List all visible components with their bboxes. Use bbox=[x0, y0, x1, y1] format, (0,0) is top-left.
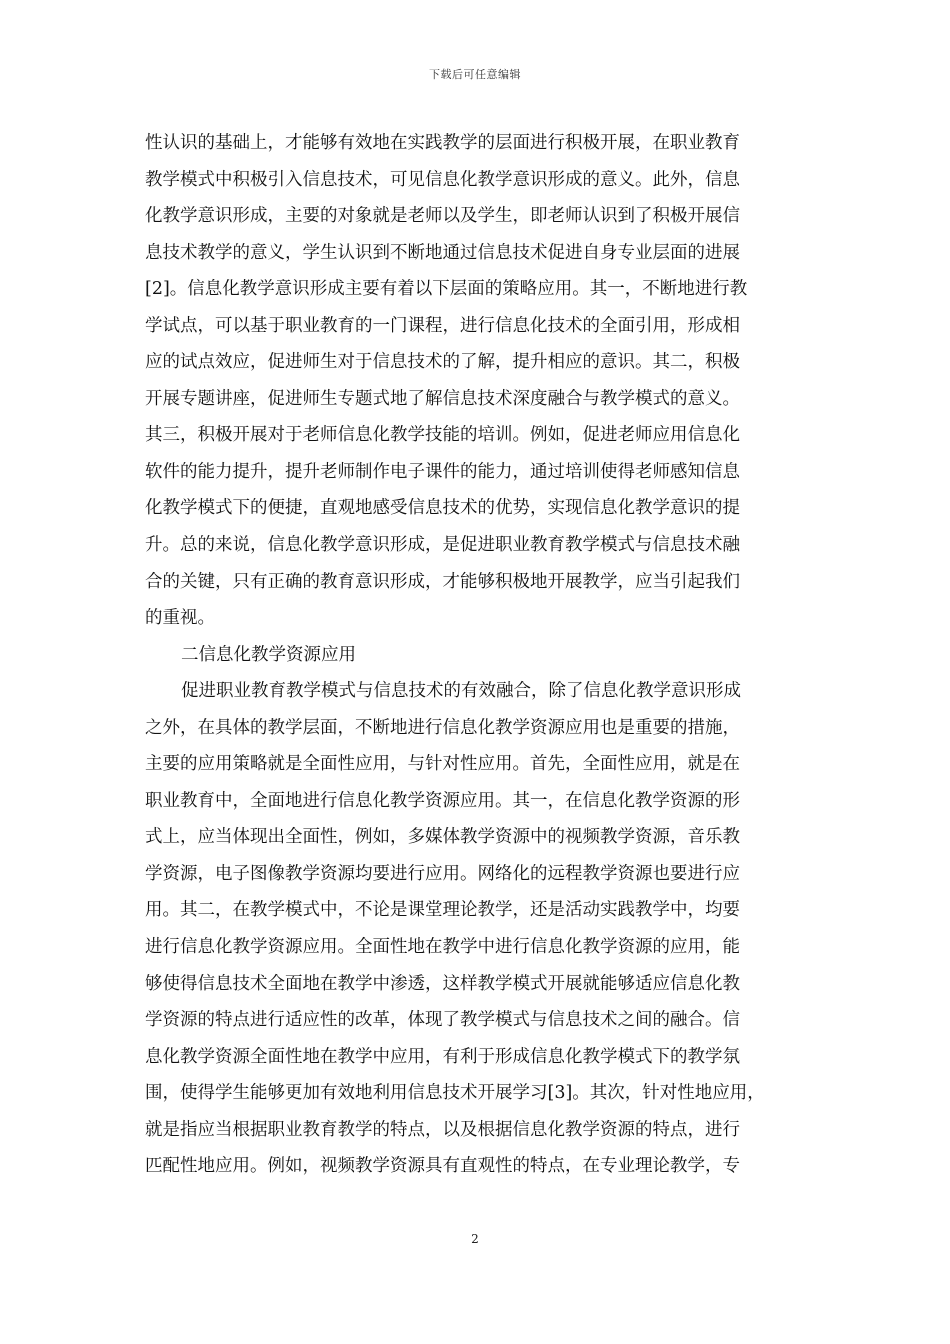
text-line: 职业教育中，全面地进行信息化教学资源应用。其一，在信息化教学资源的形 bbox=[145, 790, 740, 811]
text-line: 升。总的来说，信息化教学意识形成，是促进职业教育教学模式与信息技术融 bbox=[145, 535, 740, 556]
text-line: 其三，积极开展对于老师信息化教学技能的培训。例如，促进老师应用信息化 bbox=[145, 425, 740, 446]
text-line: 开展专题讲座，促进师生专题式地了解信息技术深度融合与教学模式的意义。 bbox=[145, 388, 740, 409]
page-header: 下载后可任意编辑 bbox=[429, 68, 521, 81]
section-heading: 二信息化教学资源应用 bbox=[181, 644, 356, 665]
text-line: 化教学模式下的便捷，直观地感受信息技术的优势，实现信息化教学意识的提 bbox=[145, 498, 740, 519]
text-line: 教学模式中积极引入信息技术，可见信息化教学意识形成的意义。此外，信息 bbox=[145, 169, 740, 190]
page-number: 2 bbox=[471, 1232, 479, 1246]
text-line: 式上，应当体现出全面性，例如，多媒体教学资源中的视频教学资源，音乐教 bbox=[145, 827, 740, 848]
text-line: 用。其二，在教学模式中，不论是课堂理论教学，还是活动实践教学中，均要 bbox=[145, 900, 740, 921]
text-line: 匹配性地应用。例如，视频教学资源具有直观性的特点，在专业理论教学，专 bbox=[145, 1156, 740, 1177]
text-line: 学资源的特点进行适应性的改革，体现了教学模式与信息技术之间的融合。信 bbox=[145, 1010, 740, 1031]
text-line: [2]。信息化教学意识形成主要有着以下层面的策略应用。其一，不断地进行教 bbox=[145, 279, 748, 300]
text-line: 促进职业教育教学模式与信息技术的有效融合，除了信息化教学意识形成 bbox=[181, 681, 741, 702]
text-line: 学试点，可以基于职业教育的一门课程，进行信息化技术的全面引用，形成相 bbox=[145, 315, 740, 336]
text-line: 主要的应用策略就是全面性应用，与针对性应用。首先，全面性应用，就是在 bbox=[145, 754, 740, 775]
text-line: 之外，在具体的教学层面，不断地进行信息化教学资源应用也是重要的措施， bbox=[145, 717, 740, 738]
text-line: 软件的能力提升，提升老师制作电子课件的能力，通过培训使得老师感知信息 bbox=[145, 461, 740, 482]
text-line: 的重视。 bbox=[145, 608, 215, 629]
text-line: 息技术教学的意义，学生认识到不断地通过信息技术促进自身专业层面的进展 bbox=[145, 242, 740, 263]
body-text bbox=[145, 125, 808, 1185]
text-line: 就是指应当根据职业教育教学的特点，以及根据信息化教学资源的特点，进行 bbox=[145, 1119, 740, 1140]
text-line: 合的关键，只有正确的教育意识形成，才能够积极地开展教学，应当引起我们 bbox=[145, 571, 740, 592]
text-line: 够使得信息技术全面地在教学中渗透，这样教学模式开展就能够适应信息化教 bbox=[145, 973, 740, 994]
text-line: 化教学意识形成，主要的对象就是老师以及学生，即老师认识到了积极开展信 bbox=[145, 206, 740, 227]
text-line: 应的试点效应，促进师生对于信息技术的了解，提升相应的意识。其二，积极 bbox=[145, 352, 740, 373]
text-line: 进行信息化教学资源应用。全面性地在教学中进行信息化教学资源的应用，能 bbox=[145, 937, 740, 958]
text-line: 围，使得学生能够更加有效地利用信息技术开展学习[3]。其次，针对性地应用， bbox=[145, 1083, 765, 1104]
text-line: 息化教学资源全面性地在教学中应用，有利于形成信息化教学模式下的教学氛 bbox=[145, 1046, 740, 1067]
text-line: 性认识的基础上，才能够有效地在实践教学的层面进行积极开展，在职业教育 bbox=[145, 133, 740, 153]
text-line: 学资源，电子图像教学资源均要进行应用。网络化的远程教学资源也要进行应 bbox=[145, 863, 740, 884]
